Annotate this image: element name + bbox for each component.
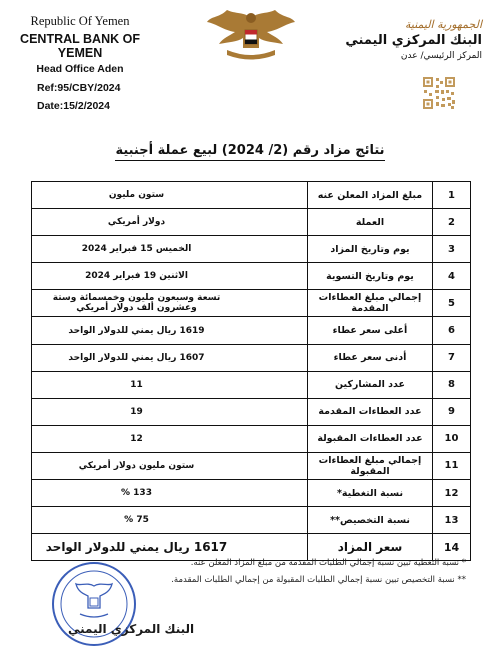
row-number: 3	[433, 236, 471, 263]
row-value: الخميس 15 فبراير 2024	[32, 236, 308, 263]
footnote-allocation: ** نسبة التخصيص تبين نسبة إجمالي الطلبات المقبولة من إجمالي الطلبات المقدمة.	[171, 575, 466, 585]
table-row	[32, 209, 471, 236]
row-label: نسبة التخصيص**	[308, 507, 433, 534]
row-label: نسبة التغطية*	[308, 480, 433, 507]
row-label: يوم وتاريخ المزاد	[308, 236, 433, 263]
row-label: يوم وتاريخ التسوية	[308, 263, 433, 290]
row-number: 10	[433, 425, 471, 452]
footnote-coverage: * نسبة التغطية تبين نسبة إجمالي الطلبات المقدمة من مبلغ المزاد المعلن عنه.	[190, 558, 466, 568]
row-number: 2	[433, 209, 471, 236]
row-value: ستون مليون	[32, 182, 308, 209]
table-row	[32, 290, 471, 317]
table-row	[32, 425, 471, 452]
header-arabic-block	[332, 18, 482, 61]
row-value: 75 %	[32, 507, 308, 534]
row-value: تسعة وسبعون مليون وخمسمائة وستة وعشرون ألف دولار أمريكي	[32, 290, 308, 317]
table-row	[32, 344, 471, 371]
document-title-text: نتائج مزاد رقم (2/ 2024) لبيع عملة أجنبية	[115, 143, 384, 161]
row-value: 12	[32, 425, 308, 452]
row-number: 6	[433, 317, 471, 344]
table-row	[32, 507, 471, 534]
table-row	[32, 182, 471, 209]
row-label: سعر المزاد	[308, 534, 433, 561]
row-value: الاثنين 19 فبراير 2024	[32, 263, 308, 290]
row-label: عدد المشاركين	[308, 371, 433, 398]
row-label: إجمالي مبلغ العطاءات المقبولة	[308, 452, 433, 479]
auction-results-table-body	[32, 182, 471, 561]
row-number: 7	[433, 344, 471, 371]
row-label: مبلغ المزاد المعلن عنه	[308, 182, 433, 209]
row-value: دولار أمريكي	[32, 209, 308, 236]
row-label: عدد العطاءات المقبولة	[308, 425, 433, 452]
row-number: 8	[433, 371, 471, 398]
document-title	[0, 143, 500, 158]
row-label: إجمالي مبلغ العطاءات المقدمة	[308, 290, 433, 317]
row-number: 14	[433, 534, 471, 561]
row-value: 1607 ريال يمني للدولار الواحد	[32, 344, 308, 371]
row-value: 19	[32, 398, 308, 425]
table-row	[32, 371, 471, 398]
row-label: عدد العطاءات المقدمة	[308, 398, 433, 425]
table-row	[32, 317, 471, 344]
bank-name-arabic: البنك المركزي اليمني	[345, 33, 482, 48]
office-name-arabic: المركز الرئيسي/ عدن	[400, 51, 482, 61]
row-value: ستون مليون دولار أمريكي	[32, 452, 308, 479]
row-number: 11	[433, 452, 471, 479]
table-row	[32, 398, 471, 425]
country-name: Republic Of Yemen	[30, 14, 130, 28]
office-name: Head Office Aden	[36, 63, 124, 75]
row-label: أعلى سعر عطاء	[308, 317, 433, 344]
bank-name: CENTRAL BANK OF YEMEN	[20, 32, 140, 60]
table-row	[32, 452, 471, 479]
table-row	[32, 480, 471, 507]
qr-code-icon	[422, 76, 456, 110]
row-label: أدنى سعر عطاء	[308, 344, 433, 371]
row-value: 1617 ريال يمني للدولار الواحد	[32, 534, 308, 561]
row-number: 9	[433, 398, 471, 425]
row-number: 13	[433, 507, 471, 534]
row-number: 4	[433, 263, 471, 290]
yemen-eagle-emblem-icon	[205, 8, 297, 64]
row-value: 133 %	[32, 480, 308, 507]
stamp-signature-text: البنك المركزي اليمني	[68, 622, 195, 636]
auction-results-table	[31, 181, 471, 561]
document-date: Date:15/2/2024	[37, 100, 110, 112]
row-number: 12	[433, 480, 471, 507]
row-value: 11	[32, 371, 308, 398]
reference-number: Ref:95/CBY/2024	[37, 82, 121, 94]
row-number: 1	[433, 182, 471, 209]
row-label: العملة	[308, 209, 433, 236]
table-row	[32, 236, 471, 263]
row-value: 1619 ريال يمني للدولار الواحد	[32, 317, 308, 344]
table-row	[32, 263, 471, 290]
table-row	[32, 534, 471, 561]
row-number: 5	[433, 290, 471, 317]
header-english-block	[0, 14, 160, 75]
country-name-arabic: الجمهورية اليمنية	[404, 18, 482, 31]
